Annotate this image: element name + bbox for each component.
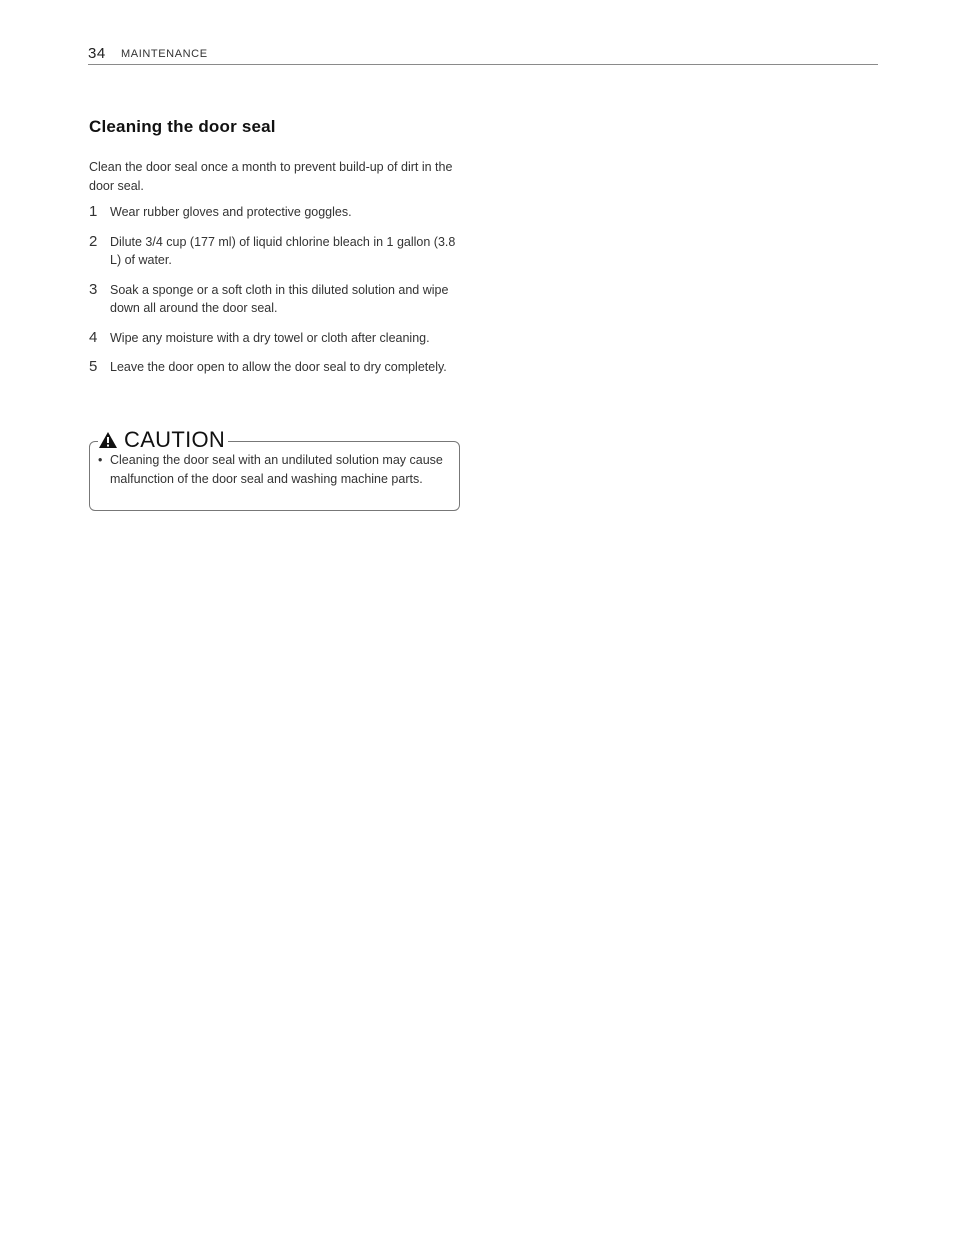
caution-text: Cleaning the door seal with an undiluted solution may cause malfunction of the door seal and washing machine parts.	[110, 453, 443, 486]
caution-heading	[98, 428, 228, 452]
step-item	[89, 233, 469, 270]
caution-list	[98, 451, 448, 488]
step-item	[89, 203, 469, 222]
section-title: Cleaning the door seal	[89, 117, 276, 136]
step-text: Wear rubber gloves and protective goggles.	[110, 205, 352, 219]
step-number: 3	[89, 280, 98, 298]
caution-item	[98, 451, 448, 488]
steps-list	[89, 203, 469, 388]
page-header	[88, 45, 878, 65]
section-name: MAINTENANCE	[121, 48, 208, 60]
page-number: 34	[88, 45, 106, 62]
step-text: Soak a sponge or a soft cloth in this diluted solution and wipe down all around the door seal.	[110, 282, 449, 315]
step-text: Dilute 3/4 cup (177 ml) of liquid chlorine bleach in 1 gallon (3.8 L) of water.	[110, 234, 456, 267]
step-number: 1	[89, 203, 98, 220]
step-number: 5	[89, 358, 98, 375]
step-number: 2	[89, 232, 98, 250]
intro-paragraph: Clean the door seal once a month to prevent build-up of dirt in the door seal.	[89, 160, 453, 193]
warning-triangle-icon	[98, 431, 118, 449]
step-text: Wipe any moisture with a dry towel or cloth after cleaning.	[110, 330, 430, 345]
step-item	[89, 358, 469, 377]
step-number: 4	[89, 328, 98, 346]
step-text: Leave the door open to allow the door seal to dry completely.	[110, 360, 447, 374]
step-item	[89, 329, 469, 348]
step-item	[89, 281, 469, 318]
bullet: •	[98, 453, 103, 467]
caution-label: CAUTION	[124, 427, 226, 452]
